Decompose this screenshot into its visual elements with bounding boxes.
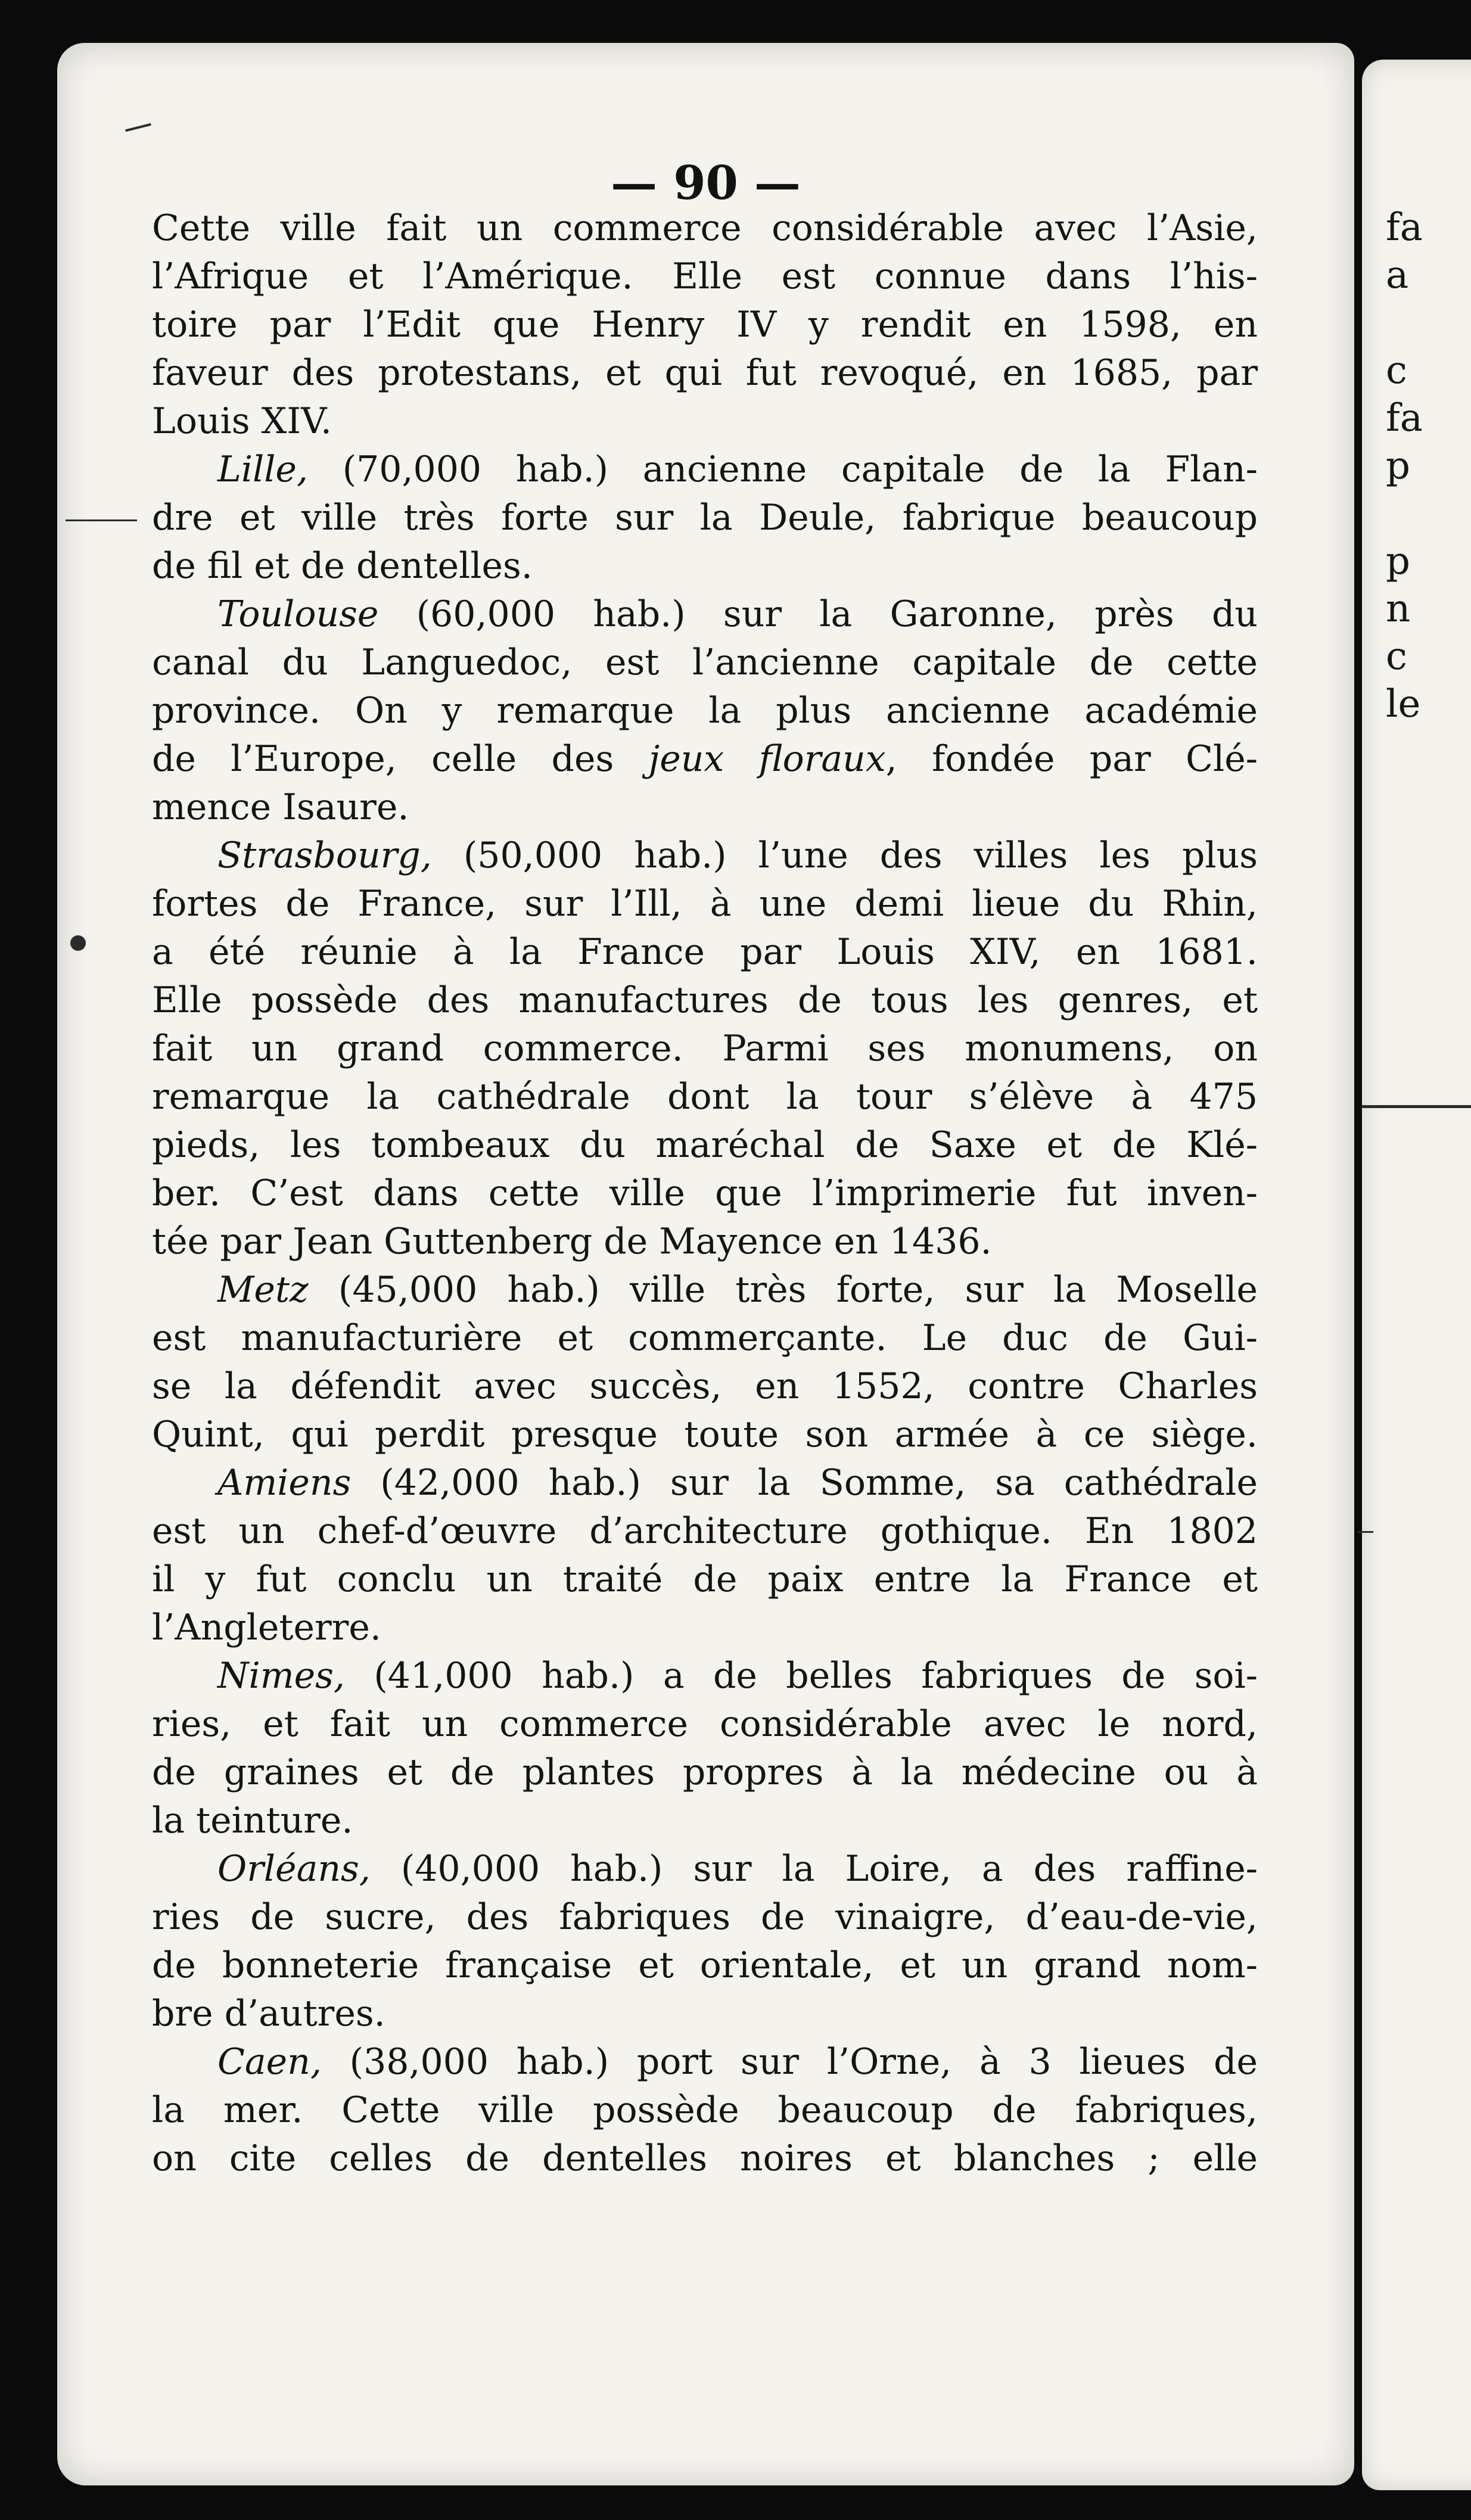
text-line: [152, 1749, 1258, 1797]
line-text: faveur des protestans, et qui fut revoqué, en 1685, par: [152, 352, 1258, 394]
adjacent-page-fragment: c: [1386, 349, 1407, 393]
text-line: [152, 204, 1258, 253]
line-text: fait un grand commerce. Parmi ses monumens, on: [152, 1028, 1258, 1069]
text-line: [152, 1459, 1258, 1507]
text-line: [152, 1073, 1258, 1121]
line-text: dre et ville très forte sur la Deule, fabrique beaucoup: [152, 497, 1258, 539]
text-line: [152, 446, 1258, 494]
line-text: Cette ville fait un commerce considérable avec l’Asie,: [152, 207, 1258, 249]
line-text: canal du Languedoc, est l’ancienne capitale de cette: [152, 642, 1258, 683]
line-text: la teinture.: [152, 1800, 353, 1841]
text-line: [152, 1314, 1258, 1362]
text-line: [152, 590, 1258, 639]
line-text: de graines et de plantes propres à la médecine ou à: [152, 1751, 1258, 1793]
city-name: Amiens: [217, 1462, 352, 1504]
text-line: [152, 542, 1258, 590]
adjacent-page-rule: [1362, 1105, 1471, 1108]
page-number: — 90 —: [611, 156, 801, 210]
line-text: (40,000 hab.) sur la Loire, a des raffine-: [370, 1848, 1258, 1890]
text-line: [152, 1507, 1258, 1555]
line-text: mence Isaure.: [152, 786, 409, 828]
city-name: Metz: [217, 1269, 309, 1311]
margin-mark: [70, 935, 86, 951]
line-text: la mer. Cette ville possède beaucoup de fabriques,: [152, 2089, 1258, 2131]
line-text: se la défendit avec succès, en 1552, contre Charles: [152, 1365, 1258, 1407]
text-line: [152, 1266, 1258, 1314]
adjacent-page-fragment: fa: [1386, 206, 1423, 250]
line-text: est un chef-d’œuvre d’architecture gothique. En 1802: [152, 1510, 1258, 1552]
adjacent-page-fragment: c: [1386, 634, 1407, 679]
line-text: pieds, les tombeaux du maréchal de Saxe et de Klé-: [152, 1124, 1258, 1166]
line-text: province. On y remarque la plus ancienne académie: [152, 690, 1258, 732]
text-line: [152, 687, 1258, 735]
line-text: l’Afrique et l’Amérique. Elle est connue dans l’his-: [152, 256, 1258, 297]
line-text: (38,000 hab.) port sur l’Orne, à 3 lieues de: [321, 2041, 1258, 2083]
adjacent-page-fragment: p: [1386, 444, 1410, 488]
margin-mark: [1358, 1531, 1373, 1533]
text-line: [152, 2086, 1258, 2135]
adjacent-page-fragment: le: [1386, 682, 1421, 726]
text-line: [152, 832, 1258, 880]
text-line: [152, 880, 1258, 928]
city-name: Nimes,: [217, 1655, 345, 1697]
line-text: (70,000 hab.) ancienne capitale de la Flan-: [308, 449, 1258, 490]
city-name: Toulouse: [217, 593, 379, 635]
text-line: [152, 2038, 1258, 2086]
line-text: remarque la cathédrale dont la tour s’élève à 475: [152, 1076, 1258, 1118]
line-text: de fil et de dentelles.: [152, 545, 533, 587]
line-text: (42,000 hab.) sur la Somme, sa cathédrale: [351, 1462, 1258, 1504]
text-line: [152, 1169, 1258, 1218]
adjacent-page-fragment: a: [1386, 253, 1409, 297]
line-text: est manufacturière et commerçante. Le duc de Gui-: [152, 1317, 1258, 1359]
line-text: toire par l’Edit que Henry IV y rendit en 1598, en: [152, 304, 1258, 346]
line-text: ries, et fait un commerce considérable avec le nord,: [152, 1703, 1258, 1745]
text-line: [152, 1700, 1258, 1749]
text-line: [152, 1362, 1258, 1411]
text-line: [152, 1025, 1258, 1073]
text-line: [152, 2135, 1258, 2183]
text-line: [152, 349, 1258, 397]
line-text: fortes de France, sur l’Ill, à une demi lieue du Rhin,: [152, 883, 1258, 925]
text-line: [152, 1652, 1258, 1700]
text-line: [152, 783, 1258, 832]
line-text: (45,000 hab.) ville très forte, sur la Moselle: [308, 1269, 1258, 1311]
line-text: on cite celles de dentelles noires et blanches ; elle: [152, 2138, 1258, 2179]
line-text: l’Angleterre.: [152, 1607, 381, 1648]
adjacent-page-fragment: fa: [1386, 396, 1423, 440]
adjacent-page-edge: [1362, 60, 1471, 2490]
text-line: [152, 1555, 1258, 1604]
text-line: [152, 1411, 1258, 1459]
line-text: de l’Europe, celle des: [152, 738, 649, 780]
line-text: bre d’autres.: [152, 1993, 385, 2034]
text-line: [152, 735, 1258, 783]
text-line: [152, 1845, 1258, 1893]
margin-mark: [66, 519, 137, 521]
line-text: Quint, qui perdit presque toute son armée à ce siège.: [152, 1414, 1258, 1455]
italic-phrase: jeux floraux: [648, 738, 886, 780]
line-text: (60,000 hab.) sur la Garonne, près du: [378, 593, 1258, 635]
line-text: Elle possède des manufactures de tous les genres, et: [152, 979, 1258, 1021]
adjacent-page-fragment: p: [1386, 539, 1410, 583]
city-name: Caen,: [217, 2041, 322, 2083]
line-text: (50,000 hab.) l’une des villes les plus: [431, 835, 1258, 876]
text-line: [152, 1121, 1258, 1169]
body-text: [152, 204, 1258, 2183]
text-line: [152, 928, 1258, 976]
line-text: tée par Jean Guttenberg de Mayence en 1436.: [152, 1221, 992, 1262]
city-name: Lille,: [217, 449, 308, 490]
city-name: Strasbourg,: [217, 835, 432, 876]
line-text: (41,000 hab.) a de belles fabriques de soi-: [344, 1655, 1258, 1697]
line-text: Louis XIV.: [152, 400, 332, 442]
line-text: il y fut conclu un traité de paix entre la France et: [152, 1558, 1258, 1600]
text-line: [152, 1942, 1258, 1990]
city-name: Orléans,: [217, 1848, 371, 1890]
line-text: ries de sucre, des fabriques de vinaigre, d’eau-de-vie,: [152, 1896, 1258, 1938]
text-line: [152, 639, 1258, 687]
adjacent-page-fragment: n: [1386, 587, 1411, 631]
text-line: [152, 1797, 1258, 1845]
line-text: a été réunie à la France par Louis XIV, en 1681.: [152, 931, 1258, 973]
line-text: de bonneterie française et orientale, et un grand nom-: [152, 1945, 1258, 1986]
text-line: [152, 1218, 1258, 1266]
text-line: [152, 1990, 1258, 2038]
text-line: [152, 1893, 1258, 1942]
text-line: [152, 397, 1258, 446]
text-line: [152, 976, 1258, 1025]
text-line: [152, 253, 1258, 301]
text-line: [152, 494, 1258, 542]
text-line: [152, 301, 1258, 349]
line-text: ber. C’est dans cette ville que l’imprimerie fut inven-: [152, 1172, 1258, 1214]
line-text-tail: , fondée par Clé-: [885, 738, 1258, 780]
text-line: [152, 1604, 1258, 1652]
